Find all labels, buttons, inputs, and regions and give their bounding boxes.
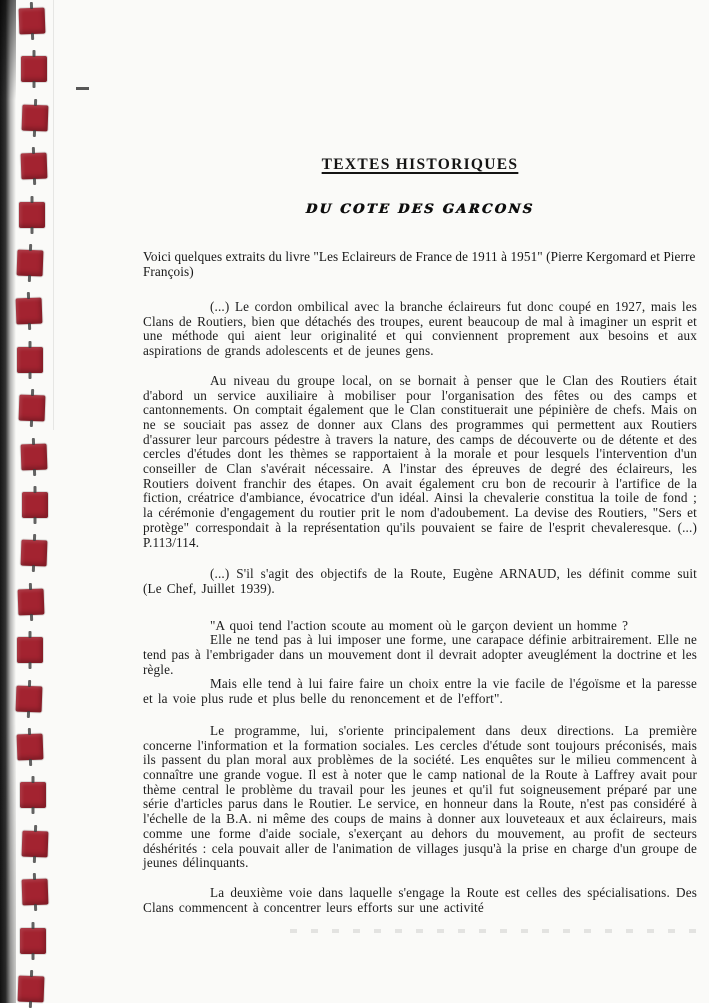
binding-square — [22, 104, 49, 131]
binding-square — [22, 879, 49, 906]
scan-bleedthrough-noise — [290, 929, 700, 933]
binding-square — [16, 685, 43, 712]
scan-artifact-dash — [76, 87, 89, 90]
binding-square — [19, 8, 46, 35]
binding-square — [22, 492, 48, 518]
binding-square — [22, 830, 49, 857]
paragraph-3: (...) S'il s'agit des objectifs de la Route, Eugène ARNAUD, les définit comme suit (Le Chef, Juillet 1939). — [143, 566, 697, 596]
binding-square — [17, 347, 43, 373]
binding-square — [19, 395, 46, 422]
paragraph-1: (...) Le cordon ombilical avec la branche éclaireurs fut donc coupé en 1927, mais les Clans de Routiers, bien que détachés des troupes, eurent beaucoup de mal à imaginer un esprit et une méthode qui aient leur originalité et qui conviennent proprement aux besoins et aux aspirations de grands adolescents et de jeunes gens. — [143, 299, 697, 359]
binding-square — [19, 202, 45, 228]
binding-column — [0, 0, 60, 1003]
binding-square — [17, 734, 44, 761]
quote-line-1: "A quoi tend l'action scoute au moment où le garçon devient un homme ? — [210, 617, 629, 633]
binding-square — [18, 976, 45, 1003]
paragraph-4: Le programme, lui, s'oriente principalement dans deux directions. La première concerne l'information et la formation sociales. Les cercles d'étude sont toujours préconisés, mais ils passent du plan moral aux problèmes de la société. Les enquêtes sur le milieu commencent à connaître une grande vogue. Il est à noter que le camp national de la Route à Laffrey avait pour thème central le problème du travail pour les jeunes et qu'il fut soigneusement préparé par une série d'articles parus dans le Routier. Le service, en honneur dans la Route, n'est pas considéré à l'échelle de la B.A. ni même des coups de mains à donner aux louveteaux et aux éclaireurs, mais comme une forme d'aide sociale, s'exerçant au dehors du mouvement, au profit de secteurs déshérités : cela pouvait aller de l'animation de villages jusqu'à la prise en charge d'un groupe de jeunes délinquants. — [143, 722, 697, 871]
binding-square — [21, 540, 48, 567]
binding-square — [17, 637, 43, 663]
binding-square — [20, 928, 46, 954]
quote-line-3: Mais elle tend à lui faire faire un choix entre la vie facile de l'égoïsme et la paresse et la voie plus rude et plus belle du renoncement et de l'effort". — [143, 676, 697, 707]
binding-square — [20, 782, 46, 808]
binding-square — [21, 56, 47, 82]
binding-square — [16, 298, 43, 325]
page-subtitle: DU COTE DES GARCONS — [305, 202, 535, 217]
page-title: TEXTES HISTORIQUES — [321, 156, 519, 173]
paragraph-5: La deuxième voie dans laquelle s'engage la Route est celles des spécialisations. Des Clans commencent à concentrer leurs efforts sur une activité — [143, 884, 697, 915]
quote-line-2: Elle ne tend pas à lui imposer une forme, une carapace définie arbitrairement. Elle ne tend pas à l'embrigader dans un mouvement dont il devrait adopter aveuglément la doctrine et les règle. — [143, 632, 697, 677]
source-note: Voici quelques extraits du livre "Les Eclaireurs de France de 1911 à 1951" (Pierre Kergomard et Pierre François) — [143, 249, 696, 279]
binding-square — [21, 443, 48, 470]
page-body — [143, 0, 697, 915]
binding-square — [17, 250, 44, 277]
paragraph-2: Au niveau du groupe local, on se bornait à penser que le Clan des Routiers était d'abord un service auxiliaire à mobiliser pour l'organisation des fêtes ou des camps et cantonnements. On comptait également que le Clan constituerait une pépinière de chefs. Mais on ne se souciait pas assez de donner aux Clans des programmes qui permettent aux Routiers d'assurer leur parcours pédestre à travers la nature, des camps de découverte ou de détente et des cercles d'études dont les thèmes se rapportaient à la morale et pour lesquels l'intervention d'un conseiller de Clan s'avérait nécessaire. A l'instar des épreuves de degré des éclaireurs, les Routiers doivent franchir des étapes. On avait également cru bon de recourir à l'artifice de la fiction, créatrice d'ambiance, évocatrice d'un idéal. Ainsi la chevalerie constitua la toile de fond ; la cérémonie d'engagement du routier prit le nom d'adoubement. La devise des Routiers, "Sers et protège" correspondait à la représentation qu'ils pouvaient se faire de l'esprit chevaleresque. (...) P.113/114. — [143, 372, 697, 550]
binding-square — [18, 588, 45, 615]
binding-square — [21, 153, 48, 180]
